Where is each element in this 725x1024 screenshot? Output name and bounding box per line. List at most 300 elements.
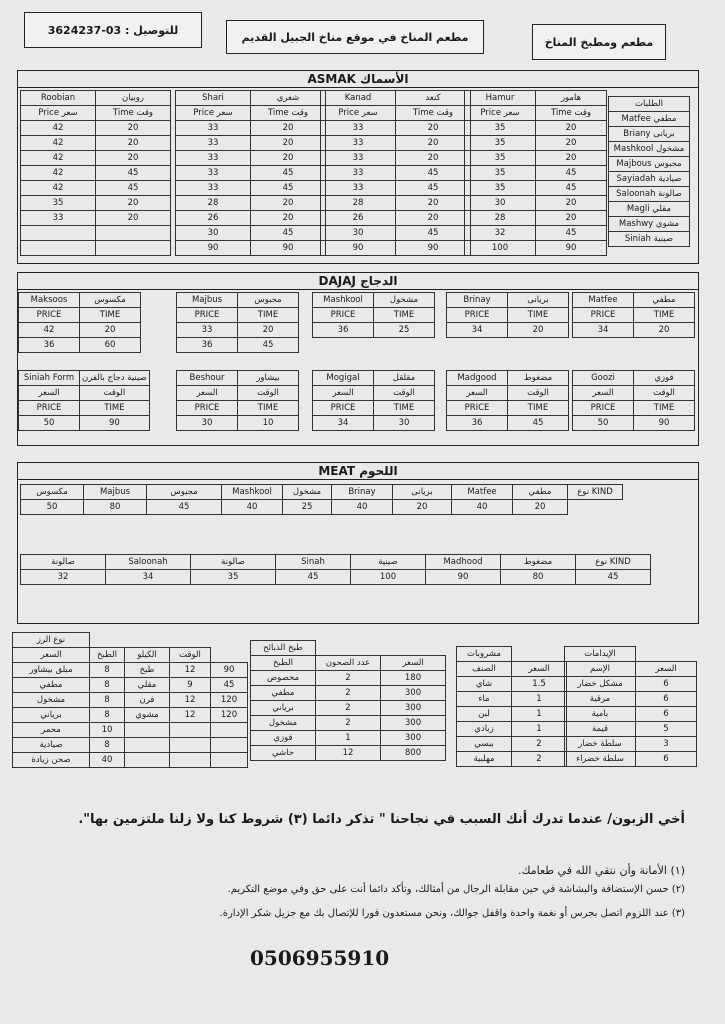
table-cell: 33	[321, 166, 396, 181]
table-cell: 12	[170, 693, 211, 708]
table-row	[457, 647, 567, 662]
table-row	[19, 386, 150, 401]
table-row	[251, 746, 446, 761]
table-cell: برياني	[13, 708, 90, 723]
table-cell	[125, 753, 170, 768]
table-cell: TIME	[374, 401, 435, 416]
table-cell: صينية	[351, 555, 426, 570]
table-row	[447, 323, 569, 338]
table-cell: صحن زيادة	[13, 753, 90, 768]
table-cell: 1	[512, 707, 567, 722]
table-cell: Magli مقلي	[609, 202, 690, 217]
note-2: (٢) حسن الإستضافة والبشاشة في حين مقابلة الرجال من أمثالك، وتأكد دائما أنت على حق وفي موضع التكريم.	[227, 884, 685, 895]
table-cell: Matfee	[573, 293, 634, 308]
table-row	[251, 701, 446, 716]
table-cell: فرن	[125, 693, 170, 708]
table-cell: بامية	[565, 707, 636, 722]
table-cell: 90	[176, 241, 251, 256]
table-cell: 20	[536, 136, 607, 151]
table-cell: السعر	[447, 386, 508, 401]
table-row	[573, 308, 695, 323]
table-cell	[21, 226, 96, 241]
table-cell: 33	[321, 181, 396, 196]
table-cell: 50	[573, 416, 634, 431]
table-cell: 42	[21, 151, 96, 166]
table-cell: 28	[321, 196, 396, 211]
table-row	[609, 187, 690, 202]
table-cell: السعر	[19, 386, 80, 401]
table-cell: PRICE	[573, 308, 634, 323]
table-row	[176, 196, 326, 211]
dajaj-top-1	[176, 292, 299, 353]
table-row	[565, 707, 697, 722]
table-cell: مشخول	[13, 693, 90, 708]
table-cell: 20	[634, 323, 695, 338]
table-cell: روبيان	[96, 91, 171, 106]
table-cell: مجبوس	[238, 293, 299, 308]
table-cell: Saloonah صالونة	[609, 187, 690, 202]
table-row	[609, 157, 690, 172]
table-cell	[211, 753, 248, 768]
table-cell: Roobian	[21, 91, 96, 106]
table-cell: صينية دجاج بالفرن	[80, 371, 150, 386]
table-cell: 40	[452, 500, 513, 515]
table-cell: ببسي	[457, 737, 512, 752]
table-cell: 45	[147, 500, 222, 515]
table-row	[313, 308, 435, 323]
table-row	[313, 416, 435, 431]
table-cell: سلطة خضراء	[565, 752, 636, 767]
table-cell: مكسوس	[21, 485, 84, 500]
restaurant-name: مطعم ومطبخ المناخ	[544, 35, 654, 49]
table-cell: 20	[251, 196, 326, 211]
table-cell: مبلق بيشاور	[13, 663, 90, 678]
table-row	[177, 323, 299, 338]
table-cell: 20	[96, 211, 171, 226]
table-cell: 20	[80, 323, 141, 338]
table-row	[565, 737, 697, 752]
table-cell: 42	[21, 121, 96, 136]
table-cell: 20	[536, 211, 607, 226]
table-cell: 32	[21, 570, 106, 585]
table-cell: 12	[170, 708, 211, 723]
table-cell	[211, 738, 248, 753]
table-cell: 45	[251, 181, 326, 196]
table-row	[609, 127, 690, 142]
table-cell: 90	[321, 241, 396, 256]
table-cell: 36	[447, 416, 508, 431]
table-row	[251, 671, 446, 686]
table-row	[465, 151, 607, 166]
table-row	[251, 641, 446, 656]
table-row	[21, 500, 623, 515]
dajaj-top-3	[446, 292, 569, 338]
delivery-box	[24, 12, 202, 48]
table-cell: 180	[381, 671, 446, 686]
table-cell: 90	[426, 570, 501, 585]
cooking-table	[250, 640, 446, 761]
table-row	[176, 106, 326, 121]
table-row	[13, 633, 248, 648]
table-cell: صالونة	[21, 555, 106, 570]
table-cell: Siniah صينية	[609, 232, 690, 247]
table-cell: 45	[211, 678, 248, 693]
table-row	[21, 570, 651, 585]
drinks-table	[456, 646, 567, 767]
table-row	[19, 401, 150, 416]
table-cell: Siniah Form	[19, 371, 80, 386]
contact-phone: 0506955910	[250, 946, 390, 970]
table-cell: 100	[465, 241, 536, 256]
table-cell: PRICE	[19, 308, 80, 323]
table-row	[609, 172, 690, 187]
table-cell: 9	[170, 678, 211, 693]
table-cell: 8	[90, 708, 125, 723]
table-row	[447, 371, 569, 386]
table-row	[13, 723, 248, 738]
table-cell: Matfee	[452, 485, 513, 500]
table-cell: مطفي	[251, 686, 316, 701]
table-cell: مجبوس	[147, 485, 222, 500]
table-cell: الإيدامات	[565, 647, 636, 662]
table-cell: ماء	[457, 692, 512, 707]
table-cell: 33	[177, 323, 238, 338]
table-cell: مشخول	[283, 485, 332, 500]
table-row	[573, 386, 695, 401]
table-cell: 25	[283, 500, 332, 515]
table-row	[321, 136, 471, 151]
table-cell: 28	[176, 196, 251, 211]
table-cell: محمر	[13, 723, 90, 738]
table-cell: حاشي	[251, 746, 316, 761]
table-cell: 90	[634, 416, 695, 431]
table-cell: 34	[106, 570, 191, 585]
table-row	[321, 211, 471, 226]
table-cell: زبادي	[457, 722, 512, 737]
table-row	[13, 693, 248, 708]
table-row	[313, 401, 435, 416]
table-cell: Maksoos	[19, 293, 80, 308]
table-cell: Kanad	[321, 91, 396, 106]
table-cell: 33	[176, 136, 251, 151]
table-cell: 20	[393, 500, 452, 515]
table-row	[21, 555, 651, 570]
table-cell: 6	[636, 692, 697, 707]
delivery-phone: للتوصيل : 03-3624237	[47, 23, 179, 37]
table-cell: السعر	[381, 656, 446, 671]
table-cell: الطبخ	[90, 648, 125, 663]
table-cell: 20	[396, 136, 471, 151]
table-cell: 20	[96, 121, 171, 136]
table-cell: 800	[381, 746, 446, 761]
table-cell: مشكل خضار	[565, 677, 636, 692]
table-cell: 20	[96, 196, 171, 211]
table-cell: 40	[222, 500, 283, 515]
table-cell: 33	[321, 121, 396, 136]
table-cell: 3	[636, 737, 697, 752]
table-cell: 45	[536, 226, 607, 241]
table-cell: 60	[80, 338, 141, 353]
table-row	[19, 338, 141, 353]
table-cell: السعر	[512, 662, 567, 677]
table-cell: 45	[396, 226, 471, 241]
table-cell: بيشاور	[238, 371, 299, 386]
table-cell: 30	[374, 416, 435, 431]
table-row	[21, 91, 171, 106]
fish-table-shari	[175, 90, 326, 256]
table-cell: 35	[21, 196, 96, 211]
notes-intro: أخي الزبون/ عندما تدرك أنك السبب في نجاحنا " تذكر دائما (٣) شروط كنا ولا زلنا ملتزمين بها".	[78, 812, 685, 827]
table-cell: 20	[96, 151, 171, 166]
table-cell: 45	[96, 166, 171, 181]
table-row	[457, 677, 567, 692]
table-cell: هامور	[536, 91, 607, 106]
table-cell: 30	[465, 196, 536, 211]
table-cell: TIME	[508, 308, 569, 323]
table-cell: لبن	[457, 707, 512, 722]
table-row	[609, 97, 690, 112]
table-cell: الإسم	[565, 662, 636, 677]
table-row	[19, 416, 150, 431]
table-cell: 20	[251, 211, 326, 226]
table-cell: 20	[536, 121, 607, 136]
table-cell: TIME	[80, 401, 150, 416]
table-cell: Sinah	[276, 555, 351, 570]
table-cell: 20	[96, 136, 171, 151]
table-cell: 20	[396, 211, 471, 226]
table-cell: كنعد	[396, 91, 471, 106]
table-cell: مضغوط	[501, 555, 576, 570]
table-cell: 34	[573, 323, 634, 338]
table-row	[21, 166, 171, 181]
table-cell: PRICE	[313, 401, 374, 416]
table-cell: 42	[21, 166, 96, 181]
table-row	[177, 386, 299, 401]
table-cell: 1	[512, 722, 567, 737]
table-cell: مهلبية	[457, 752, 512, 767]
table-row	[609, 217, 690, 232]
table-row	[19, 293, 141, 308]
table-cell	[170, 723, 211, 738]
table-row	[313, 293, 435, 308]
table-cell: Majbous مجبوس	[609, 157, 690, 172]
table-cell: الكيلو	[125, 648, 170, 663]
table-row	[465, 181, 607, 196]
table-cell: 45	[251, 166, 326, 181]
table-cell: Mashkool مشخول	[609, 142, 690, 157]
table-cell: صيادية	[13, 738, 90, 753]
table-row	[321, 226, 471, 241]
table-row	[176, 211, 326, 226]
table-cell: 8	[90, 738, 125, 753]
table-cell: 36	[19, 338, 80, 353]
table-cell: السعر	[313, 386, 374, 401]
table-row	[457, 722, 567, 737]
table-row	[565, 662, 697, 677]
table-cell: PRICE	[573, 401, 634, 416]
table-cell: الطبخ	[251, 656, 316, 671]
table-cell: مشروبات	[457, 647, 512, 662]
table-cell: 40	[90, 753, 125, 768]
table-row	[177, 308, 299, 323]
table-cell: مطفي	[13, 678, 90, 693]
table-cell: قوزي	[251, 731, 316, 746]
table-cell: مخصوص	[251, 671, 316, 686]
table-row	[13, 663, 248, 678]
table-cell: الوقت	[80, 386, 150, 401]
table-cell: 50	[19, 416, 80, 431]
table-cell: السعر	[636, 662, 697, 677]
table-cell: TIME	[634, 401, 695, 416]
table-row	[573, 401, 695, 416]
table-cell: السعر	[13, 648, 90, 663]
table-cell: TIME	[238, 401, 299, 416]
dajaj-bottom-2	[312, 370, 435, 431]
table-row	[251, 716, 446, 731]
table-cell: 20	[396, 151, 471, 166]
table-row	[457, 737, 567, 752]
table-cell: 25	[374, 323, 435, 338]
table-cell: 8	[90, 693, 125, 708]
dajaj-top-4	[572, 292, 695, 338]
table-row	[13, 753, 248, 768]
table-cell: 1	[316, 731, 381, 746]
table-cell: برياني	[251, 701, 316, 716]
table-cell: 2	[512, 737, 567, 752]
table-cell: طبخ الذبائح	[251, 641, 316, 656]
table-cell: Beshour	[177, 371, 238, 386]
table-row	[251, 656, 446, 671]
table-row	[13, 678, 248, 693]
table-row	[465, 91, 607, 106]
table-cell: نوع الرز	[13, 633, 90, 648]
table-row	[13, 708, 248, 723]
table-cell: PRICE	[447, 401, 508, 416]
table-cell: 20	[251, 121, 326, 136]
table-cell: 45	[536, 181, 607, 196]
table-cell: Matfee مطفي	[609, 112, 690, 127]
table-cell: Brinay	[332, 485, 393, 500]
table-cell: مطفي	[634, 293, 695, 308]
table-cell: 6	[636, 707, 697, 722]
table-cell: 2	[316, 716, 381, 731]
note-3: (٣) عند اللزوم اتصل بجرس أو نغمة واحدة واقفل جوالك، ونحن مستعدون فورا للإتصال بك مع جزيل شكر الإدارة.	[219, 908, 685, 919]
table-cell: Time وقت	[536, 106, 607, 121]
table-row	[465, 166, 607, 181]
table-cell: 42	[21, 136, 96, 151]
table-cell: Shari	[176, 91, 251, 106]
table-row	[465, 106, 607, 121]
table-cell: Mogigal	[313, 371, 374, 386]
table-cell: Majbus	[177, 293, 238, 308]
table-cell: 30	[176, 226, 251, 241]
table-cell: 33	[176, 181, 251, 196]
table-cell: 300	[381, 701, 446, 716]
table-cell: 300	[381, 686, 446, 701]
table-row	[457, 707, 567, 722]
table-row	[321, 241, 471, 256]
table-cell: 10	[90, 723, 125, 738]
table-cell: مرقية	[565, 692, 636, 707]
table-cell: مشخول	[251, 716, 316, 731]
table-cell: سلطة خضار	[565, 737, 636, 752]
table-cell: 5	[636, 722, 697, 737]
table-cell: TIME	[508, 401, 569, 416]
table-row	[565, 692, 697, 707]
table-cell: 20	[513, 500, 568, 515]
dajaj-bottom-4	[572, 370, 695, 431]
table-row	[21, 151, 171, 166]
table-row	[21, 485, 623, 500]
table-row	[21, 136, 171, 151]
table-cell: 36	[313, 323, 374, 338]
table-cell: الوقت	[238, 386, 299, 401]
dajaj-bottom-3	[446, 370, 569, 431]
dajaj-top-2	[312, 292, 435, 338]
table-cell: 20	[251, 136, 326, 151]
table-cell: Mashwy مشوي	[609, 217, 690, 232]
table-cell: Briany بريانى	[609, 127, 690, 142]
table-row	[21, 241, 171, 256]
meat-row2	[20, 554, 651, 585]
dajaj-title: DAJAJ الدجاج	[18, 273, 698, 290]
table-cell: الوقت	[374, 386, 435, 401]
table-cell	[21, 241, 96, 256]
table-row	[177, 293, 299, 308]
table-row	[447, 308, 569, 323]
table-cell: 6	[636, 677, 697, 692]
table-cell: Majbus	[84, 485, 147, 500]
table-row	[13, 738, 248, 753]
table-cell: الوقت	[508, 386, 569, 401]
table-cell: 2	[512, 752, 567, 767]
table-cell: 90	[536, 241, 607, 256]
name-box	[532, 24, 666, 60]
table-cell: 120	[211, 693, 248, 708]
table-cell: 45	[96, 181, 171, 196]
table-cell: 2	[316, 671, 381, 686]
table-cell: Mashkool	[313, 293, 374, 308]
table-cell: 28	[465, 211, 536, 226]
table-cell: 45	[508, 416, 569, 431]
table-row	[176, 91, 326, 106]
table-cell: 12	[170, 663, 211, 678]
table-row	[465, 196, 607, 211]
table-row	[251, 731, 446, 746]
table-cell: 90	[396, 241, 471, 256]
table-cell: Hamur	[465, 91, 536, 106]
table-row	[21, 226, 171, 241]
fish-table-roobian	[20, 90, 171, 256]
table-row	[177, 371, 299, 386]
dishes-table	[608, 96, 690, 247]
table-row	[21, 106, 171, 121]
table-row	[565, 752, 697, 767]
table-cell: 40	[332, 500, 393, 515]
table-row	[19, 308, 141, 323]
table-row	[21, 211, 171, 226]
table-cell: PRICE	[177, 308, 238, 323]
table-row	[465, 226, 607, 241]
table-cell: 45	[276, 570, 351, 585]
table-cell: 33	[321, 151, 396, 166]
table-cell: 20	[396, 121, 471, 136]
table-row	[565, 647, 697, 662]
table-row	[447, 416, 569, 431]
table-row	[177, 338, 299, 353]
table-row	[457, 662, 567, 677]
table-cell: صالونة	[191, 555, 276, 570]
